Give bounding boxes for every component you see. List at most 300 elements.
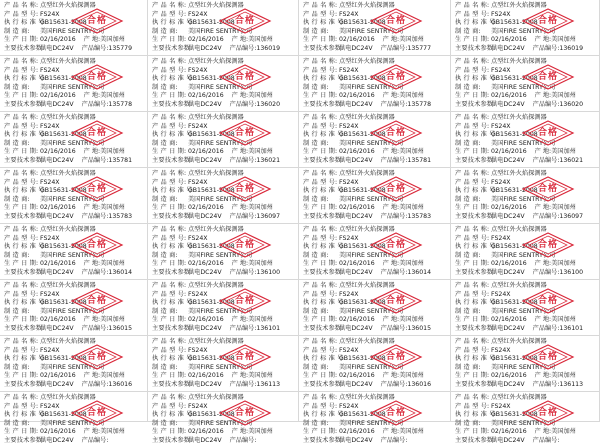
field-value-standard: GB15631-2008: [188, 411, 235, 419]
qualified-seal: [71, 344, 123, 370]
field-label-serial: 产品编号:: [229, 380, 257, 388]
field-label-origin: 产 地:: [231, 36, 249, 44]
field-value-manufacturer: 美国FIRE SENTRY公司: [491, 251, 556, 259]
field-value-model: FS24X: [339, 66, 359, 74]
product-label: [148, 168, 299, 224]
field-label-name: 产 品 名 称:: [4, 226, 39, 233]
field-label-model: 产 品 型 号:: [4, 66, 39, 74]
label-line-date: [152, 260, 298, 269]
field-value-date: 02/16/2016: [339, 260, 375, 268]
field-label-standard: 执 行 标 准 号:: [455, 19, 498, 27]
label-line-date: [455, 372, 599, 381]
field-label-name: 产 品 名 称:: [152, 226, 187, 233]
field-value-manufacturer: 美国FIRE SENTRY公司: [40, 83, 105, 91]
field-value-origin: 美国加州: [100, 316, 125, 324]
field-value-origin: 美国加州: [248, 92, 273, 100]
field-label-name: 产 品 名 称:: [4, 394, 39, 401]
field-value-standard: GB15631-2008: [339, 299, 386, 307]
field-value-name: 点型红外火焰探测器: [339, 394, 395, 401]
field-value-manufacturer: 美国FIRE SENTRY公司: [339, 83, 404, 91]
field-label-name: 产 品 名 称:: [152, 2, 187, 9]
product-label: [451, 0, 600, 56]
field-label-name: 产 品 名 称:: [455, 170, 490, 177]
field-label-date: 生 产 日 期:: [303, 260, 338, 268]
field-value-origin: 美国加州: [100, 428, 125, 436]
field-value-model: FS24X: [40, 122, 60, 130]
field-label-date: 生 产 日 期:: [152, 260, 187, 268]
label-line-date: [455, 316, 599, 325]
field-value-params: 供电DC24V: [188, 100, 222, 108]
field-label-params: 主要技术参数:: [152, 268, 193, 276]
field-label-standard: 执 行 标 准 号:: [303, 411, 346, 419]
field-value-params: 供电DC24V: [40, 212, 74, 220]
field-value-origin: 美国加州: [248, 204, 273, 212]
field-value-params: 供电DC24V: [491, 436, 525, 444]
field-value-model: FS24X: [188, 122, 208, 130]
seal-text: 合格: [385, 408, 406, 418]
field-label-model: 产 品 型 号:: [4, 10, 39, 18]
field-label-serial: 产品编号:: [532, 212, 560, 220]
seal-text: 合格: [234, 408, 255, 418]
field-value-standard: GB15631-2008: [40, 243, 87, 251]
field-label-date: 生 产 日 期:: [303, 92, 338, 100]
field-value-model: FS24X: [339, 10, 359, 18]
field-label-standard: 执 行 标 准 号:: [455, 299, 498, 307]
field-label-model: 产 品 型 号:: [303, 234, 338, 242]
seal-text: 合格: [86, 72, 107, 82]
label-line-params: [152, 269, 298, 278]
field-label-manufacturer: 制 造 商:: [455, 139, 481, 147]
field-value-standard: GB15631-2008: [188, 187, 235, 195]
field-label-standard: 执 行 标 准 号:: [4, 187, 47, 195]
field-value-standard: GB15631-2008: [491, 131, 538, 139]
label-line-params: [4, 269, 147, 278]
seal-text: 合格: [537, 128, 558, 138]
field-label-origin: 产 地:: [382, 316, 400, 324]
seal-text: 合格: [537, 352, 558, 362]
field-label-model: 产 品 型 号:: [455, 234, 490, 242]
field-value-name: 点型红外火焰探测器: [491, 170, 547, 177]
product-label: [148, 56, 299, 112]
field-label-origin: 产 地:: [83, 316, 101, 324]
field-label-serial: 产品编号:: [81, 212, 109, 220]
field-value-manufacturer: 美国FIRE SENTRY公司: [40, 363, 105, 371]
label-line-date: [303, 428, 450, 437]
field-label-origin: 产 地:: [231, 92, 249, 100]
field-label-date: 生 产 日 期:: [455, 260, 490, 268]
field-value-manufacturer: 美国FIRE SENTRY公司: [491, 83, 556, 91]
field-label-manufacturer: 制 造 商:: [4, 307, 30, 315]
field-value-name: 点型红外火焰探测器: [188, 394, 244, 401]
field-label-standard: 执 行 标 准 号:: [4, 243, 47, 251]
field-label-params: 主要技术参数:: [152, 212, 193, 220]
field-label-origin: 产 地:: [534, 36, 552, 44]
field-label-params: 主要技术参数:: [303, 380, 344, 388]
label-line-date: [303, 316, 450, 325]
field-value-name: 点型红外火焰探测器: [188, 338, 244, 345]
qualified-seal: [522, 176, 574, 202]
field-value-origin: 美国加州: [551, 92, 576, 100]
field-value-model: FS24X: [188, 290, 208, 298]
field-label-params: 主要技术参数:: [455, 156, 496, 164]
field-value-params: 供电DC24V: [40, 100, 74, 108]
label-line-params: [303, 381, 450, 390]
field-label-model: 产 品 型 号:: [4, 290, 39, 298]
field-value-origin: 美国加州: [399, 36, 424, 44]
label-line-date: [455, 428, 599, 437]
field-label-params: 主要技术参数:: [455, 268, 496, 276]
field-value-manufacturer: 美国FIRE SENTRY公司: [188, 419, 253, 427]
field-label-model: 产 品 型 号:: [303, 290, 338, 298]
field-value-origin: 美国加州: [100, 372, 125, 380]
field-value-date: 02/16/2016: [40, 372, 76, 380]
field-value-params: 供电DC24V: [40, 268, 74, 276]
field-value-origin: 美国加州: [399, 316, 424, 324]
field-value-name: 点型红外火焰探测器: [491, 226, 547, 233]
seal-text: 合格: [234, 296, 255, 306]
seal-text: 合格: [86, 296, 107, 306]
field-label-origin: 产 地:: [382, 428, 400, 436]
field-value-name: 点型红外火焰探测器: [491, 58, 547, 65]
seal-text: 合格: [86, 16, 107, 26]
field-value-date: 02/16/2016: [40, 92, 76, 100]
field-label-params: 主要技术参数:: [303, 268, 344, 276]
field-label-model: 产 品 型 号:: [4, 234, 39, 242]
field-label-name: 产 品 名 称:: [152, 394, 187, 401]
field-label-serial: 产品编号:: [229, 212, 257, 220]
field-value-manufacturer: 美国FIRE SENTRY公司: [188, 83, 253, 91]
field-label-manufacturer: 制 造 商:: [4, 83, 30, 91]
field-label-manufacturer: 制 造 商:: [152, 83, 178, 91]
field-value-standard: GB15631-2008: [491, 355, 538, 363]
field-label-params: 主要技术参数:: [303, 324, 344, 332]
label-line-date: [152, 148, 298, 157]
seal-text: 合格: [385, 296, 406, 306]
field-label-model: 产 品 型 号:: [455, 10, 490, 18]
field-value-origin: 美国加州: [248, 260, 273, 268]
field-label-params: 主要技术参数:: [152, 100, 193, 108]
qualified-seal: [370, 288, 422, 314]
field-label-model: 产 品 型 号:: [152, 234, 187, 242]
field-value-manufacturer: 美国FIRE SENTRY公司: [40, 419, 105, 427]
label-line-params: [455, 101, 599, 110]
qualified-seal: [370, 400, 422, 426]
field-label-manufacturer: 制 造 商:: [303, 251, 329, 259]
product-label: [451, 224, 600, 280]
field-value-date: 02/16/2016: [188, 204, 224, 212]
field-label-date: 生 产 日 期:: [152, 92, 187, 100]
label-line-params: [152, 325, 298, 334]
field-value-date: 02/16/2016: [188, 148, 224, 156]
field-label-standard: 执 行 标 准 号:: [455, 75, 498, 83]
field-value-standard: GB15631-2008: [188, 131, 235, 139]
field-label-model: 产 品 型 号:: [152, 10, 187, 18]
field-label-params: 主要技术参数:: [303, 44, 344, 52]
field-value-serial: 136100: [256, 268, 281, 276]
field-value-name: 点型红外火焰探测器: [40, 394, 96, 401]
field-value-serial: 136097: [559, 212, 584, 220]
field-value-params: 供电DC24V: [188, 212, 222, 220]
product-label: [0, 112, 148, 168]
field-label-model: 产 品 型 号:: [152, 122, 187, 130]
field-value-date: 02/16/2016: [491, 372, 527, 380]
field-value-model: FS24X: [40, 10, 60, 18]
field-label-date: 生 产 日 期:: [303, 372, 338, 380]
field-value-params: 供电DC24V: [491, 156, 525, 164]
field-value-standard: GB15631-2008: [188, 75, 235, 83]
product-label: [451, 168, 600, 224]
label-line-date: [4, 148, 147, 157]
field-label-origin: 产 地:: [83, 260, 101, 268]
field-value-date: 02/16/2016: [339, 316, 375, 324]
field-label-standard: 执 行 标 准 号:: [455, 355, 498, 363]
field-label-standard: 执 行 标 准 号:: [152, 75, 195, 83]
product-label: [299, 168, 451, 224]
seal-text: 合格: [385, 72, 406, 82]
product-label: [451, 392, 600, 444]
field-value-date: 02/16/2016: [339, 36, 375, 44]
label-line-params: [152, 213, 298, 222]
seal-text: 合格: [234, 16, 255, 26]
seal-text: 合格: [385, 352, 406, 362]
field-label-standard: 执 行 标 准 号:: [4, 19, 47, 27]
field-value-serial: 135779: [108, 44, 133, 52]
field-value-name: 点型红外火焰探测器: [491, 114, 547, 121]
field-value-serial: 135781: [108, 156, 133, 164]
field-value-standard: GB15631-2008: [491, 299, 538, 307]
product-label: [451, 280, 600, 336]
field-label-manufacturer: 制 造 商:: [152, 363, 178, 371]
field-label-date: 生 产 日 期:: [455, 204, 490, 212]
field-value-serial: 135783: [407, 212, 432, 220]
product-label: [0, 224, 148, 280]
field-value-manufacturer: 美国FIRE SENTRY公司: [339, 307, 404, 315]
field-label-date: 生 产 日 期:: [455, 36, 490, 44]
label-line-params: [455, 437, 599, 446]
field-label-standard: 执 行 标 准 号:: [455, 131, 498, 139]
field-value-standard: GB15631-2008: [339, 411, 386, 419]
field-label-name: 产 品 名 称:: [455, 394, 490, 401]
field-label-serial: 产品编号:: [532, 324, 560, 332]
field-label-date: 生 产 日 期:: [152, 148, 187, 156]
field-label-standard: 执 行 标 准 号:: [4, 75, 47, 83]
field-value-name: 点型红外火焰探测器: [40, 226, 96, 233]
field-label-date: 生 产 日 期:: [152, 428, 187, 436]
label-line-date: [4, 372, 147, 381]
seal-text: 合格: [86, 240, 107, 250]
field-label-serial: 产品编号:: [380, 156, 408, 164]
field-label-model: 产 品 型 号:: [152, 290, 187, 298]
label-line-date: [4, 316, 147, 325]
qualified-seal: [522, 8, 574, 34]
field-label-name: 产 品 名 称:: [303, 114, 338, 121]
field-value-name: 点型红外火焰探测器: [40, 282, 96, 289]
field-value-manufacturer: 美国FIRE SENTRY公司: [188, 307, 253, 315]
product-label: [148, 280, 299, 336]
field-value-serial: 136014: [407, 268, 432, 276]
field-label-standard: 执 行 标 准 号:: [4, 299, 47, 307]
field-value-params: 供电DC24V: [188, 268, 222, 276]
seal-text: 合格: [234, 352, 255, 362]
product-label: [148, 336, 299, 392]
field-label-manufacturer: 制 造 商:: [455, 195, 481, 203]
field-label-name: 产 品 名 称:: [152, 282, 187, 289]
field-label-serial: 产品编号:: [229, 268, 257, 276]
field-label-serial: 产品编号:: [81, 380, 109, 388]
field-value-origin: 美国加州: [100, 148, 125, 156]
field-label-params: 主要技术参数:: [4, 324, 45, 332]
seal-text: 合格: [86, 352, 107, 362]
field-value-origin: 美国加州: [399, 260, 424, 268]
seal-text: 合格: [537, 184, 558, 194]
field-label-standard: 执 行 标 准 号:: [455, 187, 498, 195]
field-label-origin: 产 地:: [231, 260, 249, 268]
field-label-standard: 执 行 标 准 号:: [303, 355, 346, 363]
field-label-name: 产 品 名 称:: [152, 58, 187, 65]
field-label-standard: 执 行 标 准 号:: [152, 19, 195, 27]
field-value-model: FS24X: [491, 66, 511, 74]
field-value-origin: 美国加州: [551, 372, 576, 380]
field-value-standard: GB15631-2008: [339, 187, 386, 195]
field-label-params: 主要技术参数:: [4, 156, 45, 164]
field-value-model: FS24X: [188, 346, 208, 354]
field-label-serial: 产品编号:: [532, 380, 560, 388]
field-label-standard: 执 行 标 准 号:: [455, 243, 498, 251]
field-label-params: 主要技术参数:: [152, 380, 193, 388]
field-label-date: 生 产 日 期:: [455, 428, 490, 436]
field-value-params: 供电DC24V: [339, 324, 373, 332]
field-value-serial: 136016: [407, 380, 432, 388]
field-value-date: 02/16/2016: [491, 148, 527, 156]
field-value-manufacturer: 美国FIRE SENTRY公司: [339, 27, 404, 35]
product-label: [299, 280, 451, 336]
field-label-serial: 产品编号:: [532, 268, 560, 276]
field-value-serial: 136101: [256, 324, 281, 332]
label-line-date: [303, 372, 450, 381]
field-label-manufacturer: 制 造 商:: [303, 139, 329, 147]
qualified-seal: [71, 8, 123, 34]
field-value-name: 点型红外火焰探测器: [491, 338, 547, 345]
product-label: [0, 0, 148, 56]
field-label-origin: 产 地:: [534, 148, 552, 156]
field-label-model: 产 品 型 号:: [303, 10, 338, 18]
field-label-origin: 产 地:: [382, 260, 400, 268]
field-label-serial: 产品编号:: [380, 100, 408, 108]
label-line-params: [455, 381, 599, 390]
field-label-serial: 产品编号:: [532, 44, 560, 52]
field-label-origin: 产 地:: [231, 372, 249, 380]
field-value-name: 点型红外火焰探测器: [339, 170, 395, 177]
field-value-name: 点型红外火焰探测器: [339, 114, 395, 121]
field-label-serial: 产品编号:: [229, 100, 257, 108]
field-value-serial: 136014: [108, 268, 133, 276]
field-label-name: 产 品 名 称:: [303, 226, 338, 233]
field-value-serial: 136097: [256, 212, 281, 220]
field-value-manufacturer: 美国FIRE SENTRY公司: [339, 419, 404, 427]
field-value-standard: GB15631-2008: [339, 243, 386, 251]
field-label-date: 生 产 日 期:: [303, 428, 338, 436]
field-value-standard: GB15631-2008: [188, 19, 235, 27]
label-line-date: [455, 148, 599, 157]
field-value-name: 点型红外火焰探测器: [40, 2, 96, 9]
field-label-params: 主要技术参数:: [4, 212, 45, 220]
field-label-origin: 产 地:: [231, 148, 249, 156]
field-label-origin: 产 地:: [83, 372, 101, 380]
field-value-params: 供电DC24V: [339, 380, 373, 388]
field-value-origin: 美国加州: [551, 148, 576, 156]
label-line-params: [4, 101, 147, 110]
product-label: [299, 112, 451, 168]
product-label: [0, 280, 148, 336]
qualified-seal: [219, 232, 271, 258]
field-value-date: 02/16/2016: [491, 36, 527, 44]
field-value-name: 点型红外火焰探测器: [339, 226, 395, 233]
field-label-name: 产 品 名 称:: [455, 282, 490, 289]
field-label-model: 产 品 型 号:: [303, 346, 338, 354]
field-label-date: 生 产 日 期:: [152, 372, 187, 380]
field-label-model: 产 品 型 号:: [303, 122, 338, 130]
seal-text: 合格: [537, 296, 558, 306]
product-label: [0, 336, 148, 392]
field-value-standard: GB15631-2008: [40, 131, 87, 139]
field-label-serial: 产品编号:: [81, 156, 109, 164]
field-label-manufacturer: 制 造 商:: [455, 27, 481, 35]
qualified-seal: [370, 64, 422, 90]
field-value-params: 供电DC24V: [188, 44, 222, 52]
field-value-params: 供电DC24V: [339, 268, 373, 276]
field-value-model: FS24X: [188, 10, 208, 18]
field-label-manufacturer: 制 造 商:: [455, 251, 481, 259]
field-value-params: 供电DC24V: [40, 324, 74, 332]
field-value-manufacturer: 美国FIRE SENTRY公司: [339, 195, 404, 203]
field-label-model: 产 品 型 号:: [303, 402, 338, 410]
field-label-params: 主要技术参数:: [303, 100, 344, 108]
field-label-manufacturer: 制 造 商:: [4, 195, 30, 203]
field-value-origin: 美国加州: [248, 36, 273, 44]
field-value-serial: 136021: [559, 156, 584, 164]
field-label-standard: 执 行 标 准 号:: [303, 131, 346, 139]
field-label-origin: 产 地:: [534, 316, 552, 324]
product-label: [299, 336, 451, 392]
field-label-origin: 产 地:: [83, 428, 101, 436]
field-value-name: 点型红外火焰探测器: [188, 226, 244, 233]
field-value-manufacturer: 美国FIRE SENTRY公司: [339, 251, 404, 259]
field-label-date: 生 产 日 期:: [455, 92, 490, 100]
field-label-serial: 产品编号:: [532, 436, 560, 444]
field-value-model: FS24X: [491, 234, 511, 242]
field-value-params: 供电DC24V: [40, 156, 74, 164]
field-value-manufacturer: 美国FIRE SENTRY公司: [188, 251, 253, 259]
qualified-seal: [522, 232, 574, 258]
field-label-origin: 产 地:: [534, 428, 552, 436]
field-label-name: 产 品 名 称:: [303, 58, 338, 65]
field-label-standard: 执 行 标 准 号:: [152, 411, 195, 419]
product-label: [0, 392, 148, 444]
field-value-serial: 135778: [407, 100, 432, 108]
field-label-origin: 产 地:: [534, 204, 552, 212]
qualified-seal: [370, 176, 422, 202]
product-label: [299, 0, 451, 56]
field-label-serial: 产品编号:: [532, 156, 560, 164]
field-value-name: 点型红外火焰探测器: [491, 2, 547, 9]
field-value-standard: GB15631-2008: [40, 19, 87, 27]
seal-text: 合格: [86, 184, 107, 194]
field-value-serial: 136020: [256, 100, 281, 108]
field-label-standard: 执 行 标 准 号:: [152, 355, 195, 363]
field-label-params: 主要技术参数:: [152, 156, 193, 164]
field-value-manufacturer: 美国FIRE SENTRY公司: [491, 139, 556, 147]
field-label-name: 产 品 名 称:: [152, 170, 187, 177]
